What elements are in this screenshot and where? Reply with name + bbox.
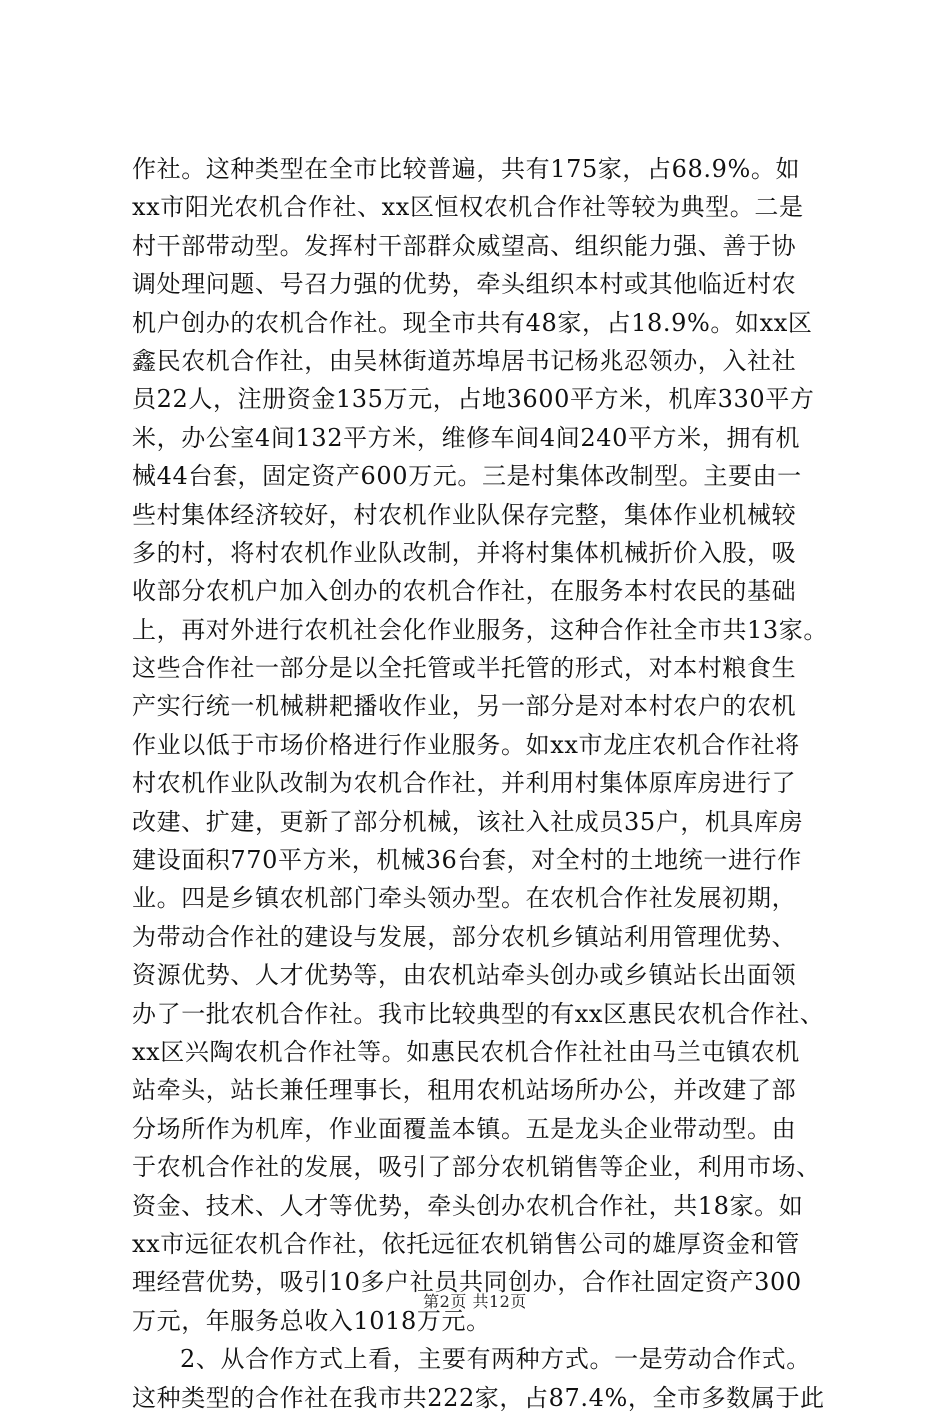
text-line: xx区兴陶农机合作社等。如惠民农机合作社社由马兰屯镇农机 [132,1037,800,1066]
text-line: 员22人，注册资金135万元，占地3600平方米，机库330平方 [132,385,815,414]
text-line: 分场所作为机库，作业面覆盖本镇。五是龙头企业带动型。由 [132,1114,797,1143]
text-line: 多的村，将村农机作业队改制，并将村集体机械折价入股，吸 [132,538,797,567]
text-line: 鑫民农机合作社，由吴林街道苏埠居书记杨兆忍领办，入社社 [132,346,797,375]
text-line: 上，再对外进行农机社会化作业服务，这种合作社全市共13家。 [132,615,828,644]
text-line: 村干部带动型。发挥村干部群众威望高、组织能力强、善于协 [132,231,797,260]
text-line: 些村集体经济较好，村农机作业队保存完整，集体作业机械较 [132,500,797,529]
text-line: 机户创办的农机合作社。现全市共有48家，占18.9%。如xx区 [132,308,813,337]
text-line: 站牵头，站长兼任理事长，租用农机站场所办公，并改建了部 [132,1076,797,1105]
paragraph-start-line: 2、从合作方式上看，主要有两种方式。一是劳动合作式。 [180,1345,811,1374]
text-line: 于农机合作社的发展，吸引了部分农机销售等企业，利用市场、 [132,1153,821,1182]
text-line: xx市远征农机合作社，依托远征农机销售公司的雄厚资金和管 [132,1229,800,1258]
text-line: 作业以低于市场价格进行作业服务。如xx市龙庄农机合作社将 [132,730,800,759]
text-line: 资金、技术、人才等优势，牵头创办农机合作社，共18家。如 [132,1191,804,1220]
text-line: xx市阳光农机合作社、xx区恒权农机合作社等较为典型。二是 [132,193,804,222]
text-line: 调处理问题、号召力强的优势，牵头组织本村或其他临近村农 [132,270,797,299]
text-line: 理经营优势，吸引10多户社员共同创办，合作社固定资产300 [132,1268,802,1297]
text-line: 业。四是乡镇农机部门牵头领办型。在农机合作社发展初期， [132,884,797,913]
text-line: 建设面积770平方米，机械36台套，对全村的土地统一进行作 [132,846,802,875]
text-line: 产实行统一机械耕耙播收作业，另一部分是对本村农户的农机 [132,692,797,721]
body-text [132,150,828,1417]
page-footer [0,1292,950,1312]
page-number: 第2页 共12页 [423,1292,527,1311]
text-line: 办了一批农机合作社。我市比较典型的有xx区惠民农机合作社、 [132,999,825,1028]
text-line: 这种类型的合作社在我市共222家，占87.4%，全市多数属于此 [132,1383,825,1412]
text-line: 资源优势、人才优势等，由农机站牵头创办或乡镇站长出面领 [132,961,797,990]
text-line: 作社。这种类型在全市比较普遍，共有175家，占68.9%。如 [132,155,801,183]
text-line: 米，办公室4间132平方米，维修车间4间240平方米，拥有机 [132,423,801,452]
text-line: 万元，年服务总收入1018万元。 [132,1306,491,1335]
text-line: 改建、扩建，更新了部分机械，该社入社成员35户，机具库房 [132,807,804,836]
text-line: 为带动合作社的建设与发展，部分农机乡镇站利用管理优势、 [132,922,797,951]
text-line: 械44台套，固定资产600万元。三是村集体改制型。主要由一 [132,462,802,491]
text-line: 收部分农机户加入创办的农机合作社，在服务本村农民的基础 [132,577,797,606]
text-line: 这些合作社一部分是以全托管或半托管的形式，对本村粮食生 [132,654,797,683]
text-line: 村农机作业队改制为农机合作社，并利用村集体原库房进行了 [132,769,797,798]
